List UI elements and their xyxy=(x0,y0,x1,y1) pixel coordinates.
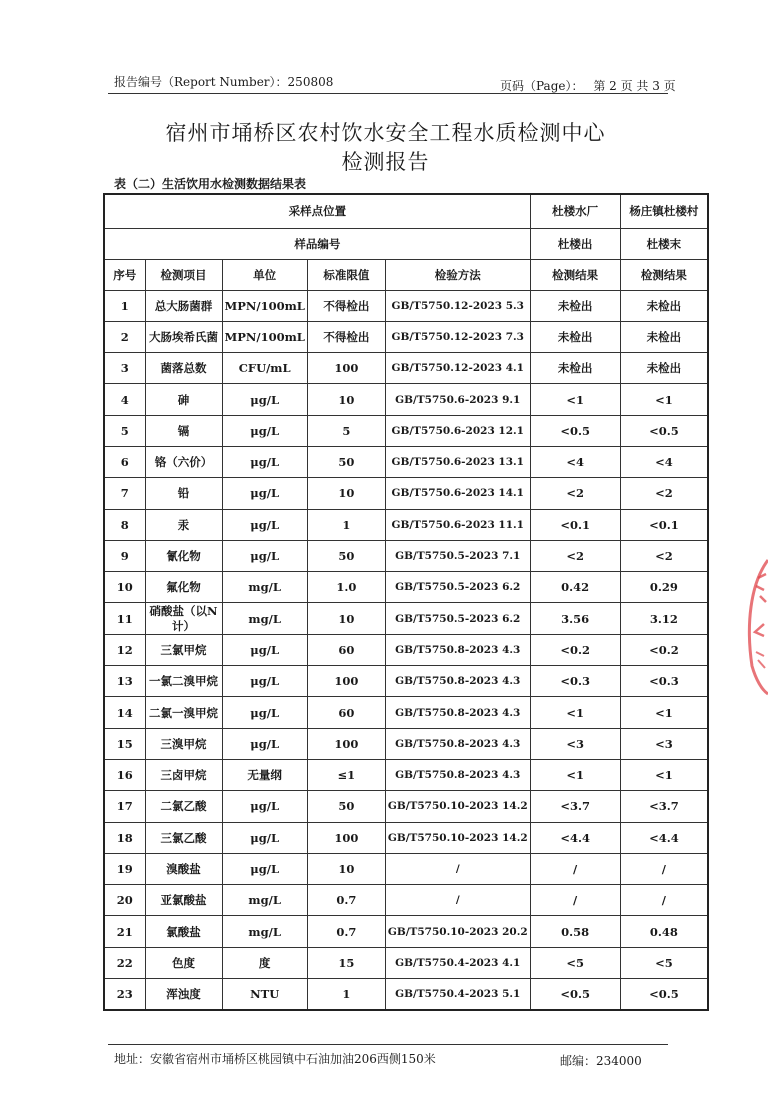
cell-unit: NTU xyxy=(222,979,307,1010)
cell-limit: 10 xyxy=(307,384,385,415)
cell-result-1: <4.4 xyxy=(530,822,620,853)
cell-limit: 10 xyxy=(307,478,385,509)
table-row xyxy=(104,979,708,1010)
cell-method: GB/T5750.8-2023 4.3 xyxy=(385,697,530,728)
sample-id-row xyxy=(104,228,708,259)
table-row xyxy=(104,478,708,509)
sample-2: 杜楼末 xyxy=(620,228,708,259)
cell-method: GB/T5750.10-2023 20.2 xyxy=(385,916,530,947)
cell-result-1: / xyxy=(530,885,620,916)
cell-method: GB/T5750.12-2023 5.3 xyxy=(385,290,530,321)
site-1: 杜楼水厂 xyxy=(530,194,620,228)
cell-unit: mg/L xyxy=(222,916,307,947)
page-value: 第 2 页 共 3 页 xyxy=(593,79,676,93)
cell-item: 总大肠菌群 xyxy=(145,290,222,321)
cell-unit: MPN/100mL xyxy=(222,321,307,352)
cell-method: GB/T5750.5-2023 6.2 xyxy=(385,572,530,603)
sampling-location-label: 采样点位置 xyxy=(104,194,530,228)
cell-seq: 12 xyxy=(104,634,145,665)
header-divider xyxy=(108,93,668,94)
cell-unit: μg/L xyxy=(222,384,307,415)
cell-result-2: <1 xyxy=(620,759,708,790)
cell-unit: mg/L xyxy=(222,885,307,916)
footer-divider xyxy=(108,1044,668,1045)
cell-result-2: / xyxy=(620,853,708,884)
cell-result-2: <3.7 xyxy=(620,791,708,822)
cell-seq: 16 xyxy=(104,759,145,790)
cell-method: GB/T5750.8-2023 4.3 xyxy=(385,759,530,790)
column-header-row xyxy=(104,259,708,290)
cell-result-1: 0.42 xyxy=(530,572,620,603)
footer-postcode: 邮编：234000 xyxy=(560,1054,642,1068)
cell-method: GB/T5750.6-2023 12.1 xyxy=(385,415,530,446)
table-row xyxy=(104,321,708,352)
cell-seq: 21 xyxy=(104,916,145,947)
cell-unit: MPN/100mL xyxy=(222,290,307,321)
cell-result-1: 未检出 xyxy=(530,290,620,321)
cell-method: GB/T5750.8-2023 4.3 xyxy=(385,634,530,665)
cell-limit: 100 xyxy=(307,822,385,853)
cell-item: 大肠埃希氏菌 xyxy=(145,321,222,352)
cell-result-1: 3.56 xyxy=(530,603,620,634)
cell-limit: ≤1 xyxy=(307,759,385,790)
cell-item: 亚氯酸盐 xyxy=(145,885,222,916)
cell-limit: 100 xyxy=(307,728,385,759)
cell-item: 三氯乙酸 xyxy=(145,822,222,853)
table-row xyxy=(104,853,708,884)
cell-limit: 5 xyxy=(307,415,385,446)
cell-item: 溴酸盐 xyxy=(145,853,222,884)
cell-result-1: <0.2 xyxy=(530,634,620,665)
table-row xyxy=(104,728,708,759)
table-row xyxy=(104,384,708,415)
site-2: 杨庄镇杜楼村 xyxy=(620,194,708,228)
cell-result-2: <0.5 xyxy=(620,979,708,1010)
cell-limit: 60 xyxy=(307,634,385,665)
cell-unit: μg/L xyxy=(222,853,307,884)
cell-seq: 22 xyxy=(104,947,145,978)
cell-unit: μg/L xyxy=(222,728,307,759)
location-row xyxy=(104,194,708,228)
cell-seq: 11 xyxy=(104,603,145,634)
cell-limit: 1.0 xyxy=(307,572,385,603)
cell-result-1: <4 xyxy=(530,446,620,477)
cell-result-2: <2 xyxy=(620,478,708,509)
cell-result-2: <5 xyxy=(620,947,708,978)
cell-seq: 13 xyxy=(104,666,145,697)
cell-limit: 100 xyxy=(307,666,385,697)
header-item: 检测项目 xyxy=(145,259,222,290)
cell-limit: 50 xyxy=(307,446,385,477)
cell-limit: 15 xyxy=(307,947,385,978)
table-row xyxy=(104,353,708,384)
cell-item: 菌落总数 xyxy=(145,353,222,384)
cell-method: GB/T5750.10-2023 14.2 xyxy=(385,791,530,822)
header-seq: 序号 xyxy=(104,259,145,290)
cell-result-1: <0.3 xyxy=(530,666,620,697)
cell-seq: 7 xyxy=(104,478,145,509)
report-number: 报告编号（Report Number）：250808 xyxy=(114,75,334,89)
header-result-2: 检测结果 xyxy=(620,259,708,290)
cell-seq: 2 xyxy=(104,321,145,352)
cell-item: 三溴甲烷 xyxy=(145,728,222,759)
table-row xyxy=(104,916,708,947)
cell-unit: μg/L xyxy=(222,540,307,571)
cell-unit: 无量纲 xyxy=(222,759,307,790)
header-result-1: 检测结果 xyxy=(530,259,620,290)
cell-item: 镉 xyxy=(145,415,222,446)
table-row xyxy=(104,666,708,697)
cell-method: GB/T5750.5-2023 7.1 xyxy=(385,540,530,571)
cell-unit: μg/L xyxy=(222,634,307,665)
cell-method: / xyxy=(385,885,530,916)
table-row xyxy=(104,540,708,571)
cell-seq: 19 xyxy=(104,853,145,884)
cell-result-2: <3 xyxy=(620,728,708,759)
cell-result-1: <1 xyxy=(530,697,620,728)
header-method: 检验方法 xyxy=(385,259,530,290)
cell-item: 色度 xyxy=(145,947,222,978)
cell-method: GB/T5750.4-2023 5.1 xyxy=(385,979,530,1010)
cell-method: GB/T5750.12-2023 7.3 xyxy=(385,321,530,352)
cell-method: GB/T5750.6-2023 13.1 xyxy=(385,446,530,477)
cell-result-2: <0.1 xyxy=(620,509,708,540)
table-row xyxy=(104,572,708,603)
header-limit: 标准限值 xyxy=(307,259,385,290)
cell-result-2: 0.48 xyxy=(620,916,708,947)
cell-result-1: <2 xyxy=(530,478,620,509)
header-unit: 单位 xyxy=(222,259,307,290)
cell-result-1: / xyxy=(530,853,620,884)
sample-1: 杜楼出 xyxy=(530,228,620,259)
cell-method: GB/T5750.4-2023 4.1 xyxy=(385,947,530,978)
cell-limit: 不得检出 xyxy=(307,290,385,321)
cell-item: 硝酸盐（以N计） xyxy=(145,603,222,634)
cell-unit: μg/L xyxy=(222,666,307,697)
cell-seq: 15 xyxy=(104,728,145,759)
cell-result-1: <1 xyxy=(530,759,620,790)
cell-item: 铅 xyxy=(145,478,222,509)
page-label: 页码（Page）： xyxy=(500,79,584,93)
cell-limit: 10 xyxy=(307,603,385,634)
cell-result-2: 未检出 xyxy=(620,321,708,352)
cell-limit: 1 xyxy=(307,979,385,1010)
table-row xyxy=(104,603,708,634)
sample-id-label: 样品编号 xyxy=(104,228,530,259)
table-row xyxy=(104,822,708,853)
cell-unit: CFU/mL xyxy=(222,353,307,384)
cell-seq: 14 xyxy=(104,697,145,728)
cell-item: 氰化物 xyxy=(145,540,222,571)
cell-unit: μg/L xyxy=(222,415,307,446)
cell-result-1: <0.1 xyxy=(530,509,620,540)
cell-result-2: 3.12 xyxy=(620,603,708,634)
cell-seq: 6 xyxy=(104,446,145,477)
cell-unit: μg/L xyxy=(222,791,307,822)
cell-method: GB/T5750.6-2023 14.1 xyxy=(385,478,530,509)
cell-method: GB/T5750.6-2023 9.1 xyxy=(385,384,530,415)
table-row xyxy=(104,634,708,665)
cell-result-1: <0.5 xyxy=(530,415,620,446)
cell-result-1: 0.58 xyxy=(530,916,620,947)
cell-limit: 50 xyxy=(307,540,385,571)
table-row xyxy=(104,947,708,978)
cell-unit: μg/L xyxy=(222,509,307,540)
cell-result-1: <0.5 xyxy=(530,979,620,1010)
cell-result-1: <3 xyxy=(530,728,620,759)
cell-result-2: <0.2 xyxy=(620,634,708,665)
cell-seq: 3 xyxy=(104,353,145,384)
cell-result-2: 0.29 xyxy=(620,572,708,603)
cell-result-1: <1 xyxy=(530,384,620,415)
cell-limit: 1 xyxy=(307,509,385,540)
table-row xyxy=(104,759,708,790)
cell-seq: 18 xyxy=(104,822,145,853)
table-caption: 表（二）生活饮用水检测数据结果表 xyxy=(114,177,307,191)
cell-unit: 度 xyxy=(222,947,307,978)
page-indicator xyxy=(500,77,682,94)
cell-result-1: <2 xyxy=(530,540,620,571)
cell-result-2: <4.4 xyxy=(620,822,708,853)
cell-seq: 1 xyxy=(104,290,145,321)
cell-result-2: <0.3 xyxy=(620,666,708,697)
table-row xyxy=(104,415,708,446)
cell-limit: 100 xyxy=(307,353,385,384)
table-row xyxy=(104,509,708,540)
cell-limit: 60 xyxy=(307,697,385,728)
cell-item: 氟化物 xyxy=(145,572,222,603)
cell-item: 一氯二溴甲烷 xyxy=(145,666,222,697)
cell-method: GB/T5750.8-2023 4.3 xyxy=(385,728,530,759)
cell-item: 铬（六价） xyxy=(145,446,222,477)
cell-unit: μg/L xyxy=(222,446,307,477)
table-row xyxy=(104,791,708,822)
cell-seq: 23 xyxy=(104,979,145,1010)
cell-result-2: <1 xyxy=(620,697,708,728)
cell-item: 三氯甲烷 xyxy=(145,634,222,665)
cell-result-2: 未检出 xyxy=(620,290,708,321)
cell-seq: 5 xyxy=(104,415,145,446)
cell-limit: 不得检出 xyxy=(307,321,385,352)
cell-seq: 8 xyxy=(104,509,145,540)
cell-item: 三卤甲烷 xyxy=(145,759,222,790)
cell-method: GB/T5750.12-2023 4.1 xyxy=(385,353,530,384)
cell-limit: 10 xyxy=(307,853,385,884)
results-table xyxy=(103,193,709,1011)
cell-unit: mg/L xyxy=(222,603,307,634)
cell-limit: 0.7 xyxy=(307,885,385,916)
cell-limit: 50 xyxy=(307,791,385,822)
cell-unit: μg/L xyxy=(222,697,307,728)
cell-unit: μg/L xyxy=(222,822,307,853)
cell-item: 汞 xyxy=(145,509,222,540)
cell-item: 氯酸盐 xyxy=(145,916,222,947)
page-title: 宿州市埇桥区农村饮水安全工程水质检测中心 xyxy=(165,121,606,145)
cell-item: 二氯乙酸 xyxy=(145,791,222,822)
cell-result-1: <3.7 xyxy=(530,791,620,822)
cell-result-2: <0.5 xyxy=(620,415,708,446)
cell-result-2: <4 xyxy=(620,446,708,477)
cell-result-2: <2 xyxy=(620,540,708,571)
cell-limit: 0.7 xyxy=(307,916,385,947)
cell-item: 砷 xyxy=(145,384,222,415)
table-row xyxy=(104,885,708,916)
table-row xyxy=(104,290,708,321)
cell-result-1: 未检出 xyxy=(530,353,620,384)
page-subtitle: 检测报告 xyxy=(341,150,430,174)
cell-unit: mg/L xyxy=(222,572,307,603)
cell-result-1: <5 xyxy=(530,947,620,978)
table-row xyxy=(104,697,708,728)
cell-result-2: / xyxy=(620,885,708,916)
cell-unit: μg/L xyxy=(222,478,307,509)
cell-method: / xyxy=(385,853,530,884)
cell-seq: 17 xyxy=(104,791,145,822)
cell-seq: 10 xyxy=(104,572,145,603)
cell-method: GB/T5750.6-2023 11.1 xyxy=(385,509,530,540)
cell-seq: 4 xyxy=(104,384,145,415)
cell-item: 浑浊度 xyxy=(145,979,222,1010)
cell-result-1: 未检出 xyxy=(530,321,620,352)
official-stamp-fragment xyxy=(742,556,768,696)
cell-item: 二氯一溴甲烷 xyxy=(145,697,222,728)
cell-seq: 20 xyxy=(104,885,145,916)
footer-address: 地址：安徽省宿州市埇桥区桃园镇中石油加油206西侧150米 xyxy=(114,1052,436,1066)
cell-method: GB/T5750.10-2023 14.2 xyxy=(385,822,530,853)
cell-result-2: <1 xyxy=(620,384,708,415)
table-row xyxy=(104,446,708,477)
cell-method: GB/T5750.8-2023 4.3 xyxy=(385,666,530,697)
cell-method: GB/T5750.5-2023 6.2 xyxy=(385,603,530,634)
cell-result-2: 未检出 xyxy=(620,353,708,384)
cell-seq: 9 xyxy=(104,540,145,571)
